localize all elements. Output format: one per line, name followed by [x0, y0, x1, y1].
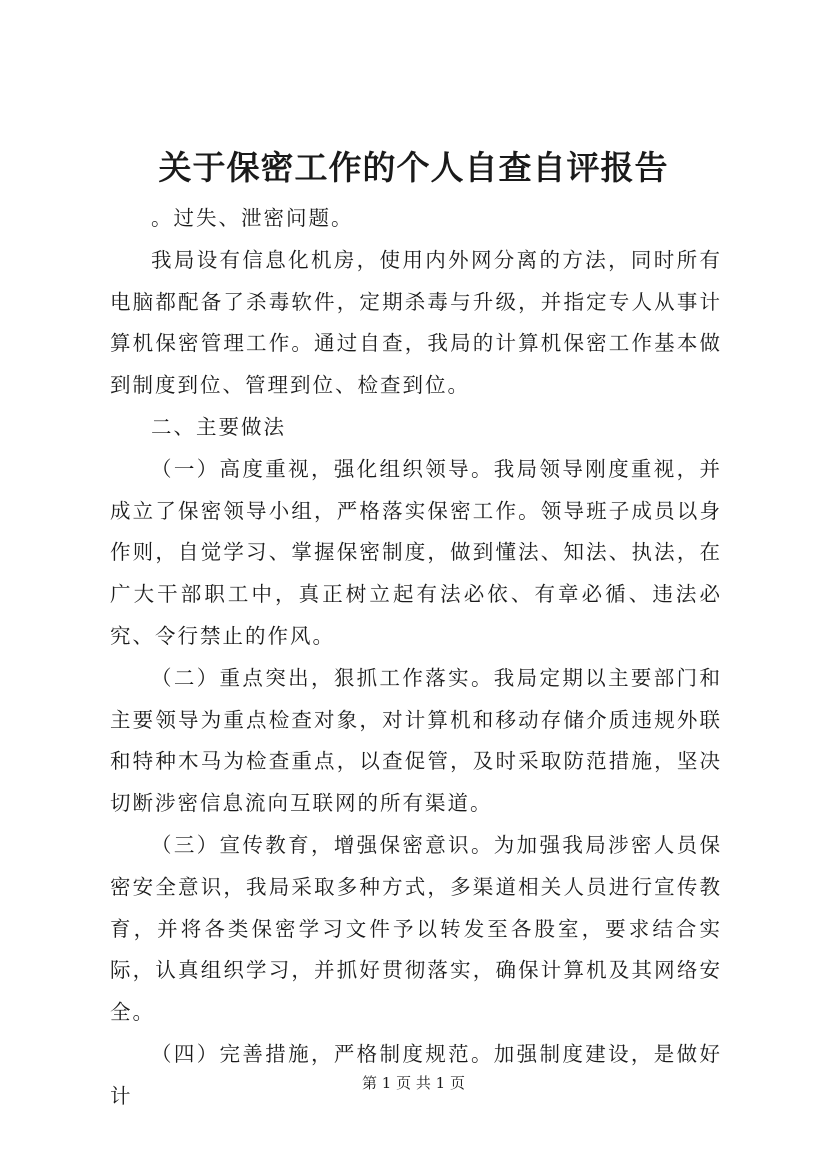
paragraph-6: （四）完善措施，严格制度规范。加强制度建设，是做好计 — [110, 1041, 722, 1108]
section-heading: 二、主要做法 — [151, 414, 286, 439]
paragraph-3: （一）高度重视，强化组织领导。我局领导刚度重视，并成立了保密领导小组，严格落实保密工作。领导班子成员以身作则，自觉学习、掌握保密制度，做到懂法、知法、执法，在广大干部职工中，真正树立起有法必依、有章必循、违法必究、令行禁止的作风。 — [110, 456, 722, 648]
paragraph-2: 我局设有信息化机房，使用内外网分离的方法，同时所有电脑都配备了杀毒软件，定期杀毒与升级，并指定专人从事计算机保密管理工作。通过自查，我局的计算机保密工作基本做到制度到位、管理到位、检查到位。 — [110, 247, 722, 398]
page-number-footer: 第 1 页 共 1 页 — [362, 1074, 465, 1092]
document-body — [110, 198, 722, 1118]
document-title: 关于保密工作的个人自查自评报告 — [158, 148, 669, 187]
paragraph-1: 。过失、泄密问题。 — [151, 206, 354, 230]
paragraph-4: （二）重点突出，狠抓工作落实。我局定期以主要部门和主要领导为重点检查对象，对计算机和移动存储介质违规外联和特种木马为检查重点，以查促管，及时采取防范措施，坚决切断涉密信息流向互联网的所有渠道。 — [110, 665, 722, 816]
paragraph-5: （三）宣传教育，增强保密意识。为加强我局涉密人员保密安全意识，我局采取多种方式，多渠道相关人员进行宣传教育，并将各类保密学习文件予以转发至各股室，要求结合实际，认真组织学习，并抓好贯彻落实，确保计算机及其网络安全。 — [110, 832, 722, 1025]
